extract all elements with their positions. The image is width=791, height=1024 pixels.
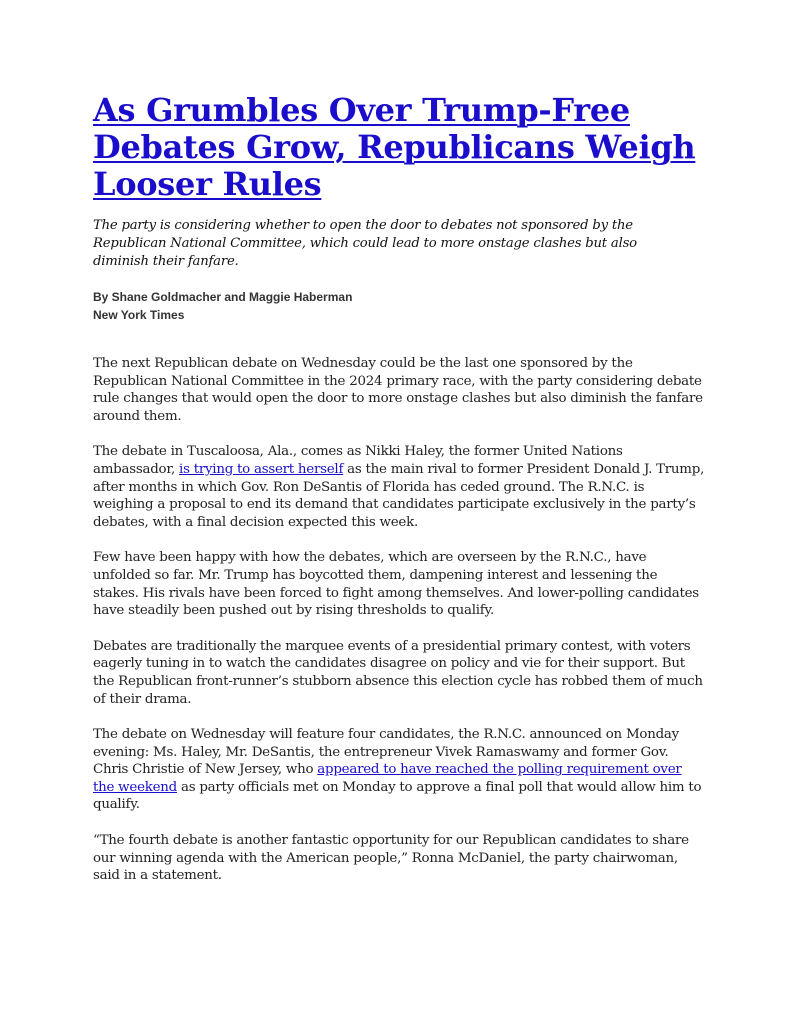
paragraph-2-text-before: The debate in Tuscaloosa, Ala., comes as Nikki Haley, the former United Nations ambassador, — [93, 444, 623, 477]
paragraph-2-text-after: as the main rival to former President Donald J. Trump, after months in which Gov. Ron DeSantis of Florida has ceded ground. The R.N.C. is weighing a proposal to end its demand that candidates participate exclusively in the party’s debates, with a final decision expected this week. — [93, 461, 705, 530]
christie-polling-link[interactable]: appeared to have reached the polling requirement over the weekend — [93, 762, 682, 795]
byline-block — [93, 288, 352, 324]
paragraph-2 — [93, 443, 705, 531]
paragraph-4: Debates are traditionally the marquee events of a presidential primary contest, with voters eagerly tuning in to watch the candidates disagree on policy and vie for their support. But the Republican front-runner’s stubborn absence this election cycle has robbed them of much of their drama. — [93, 638, 703, 707]
article-headline — [93, 92, 713, 203]
author-byline: By Shane Goldmacher and Maggie Haberman — [93, 290, 353, 304]
haley-assert-herself-link[interactable]: is trying to assert herself — [179, 461, 344, 477]
headline-link[interactable]: As Grumbles Over Trump-Free Debates Grow, Republicans Weigh Looser Rules — [93, 91, 696, 203]
paragraph-5-text-before: The debate on Wednesday will feature four candidates, the R.N.C. announced on Monday evening: Ms. Haley, Mr. DeSantis, the entrepreneur Vivek Ramaswamy and former Gov. Chris Christie of New Jersey, who — [93, 727, 679, 778]
paragraph-3: Few have been happy with how the debates, which are overseen by the R.N.C., have unfolded so far. Mr. Trump has boycotted them, dampening interest and lessening the stakes. His rivals have been forced to fight among themselves. And lower-polling candidates have steadily been pushed out by rising thresholds to qualify. — [93, 550, 699, 619]
paragraph-1: The next Republican debate on Wednesday could be the last one sponsored by the Republican National Committee in the 2024 primary race, with the party considering debate rule changes that would open the door to more onstage clashes but also diminish the fanfare around them. — [93, 356, 703, 424]
article-body — [93, 355, 705, 903]
paragraph-5 — [93, 726, 705, 814]
paragraph-6: “The fourth debate is another fantastic opportunity for our Republican candidates to share our winning agenda with the American people,” Ronna McDaniel, the party chairwoman, said in a statement. — [93, 833, 689, 884]
article-dek: The party is considering whether to open the door to debates not sponsored by the Republican National Committee, which could lead to more onstage clashes but also diminish their fanfare. — [93, 218, 637, 269]
publication-name: New York Times — [93, 308, 185, 322]
paragraph-5-text-after: as party officials met on Monday to approve a final poll that would allow him to qualify. — [93, 779, 702, 813]
